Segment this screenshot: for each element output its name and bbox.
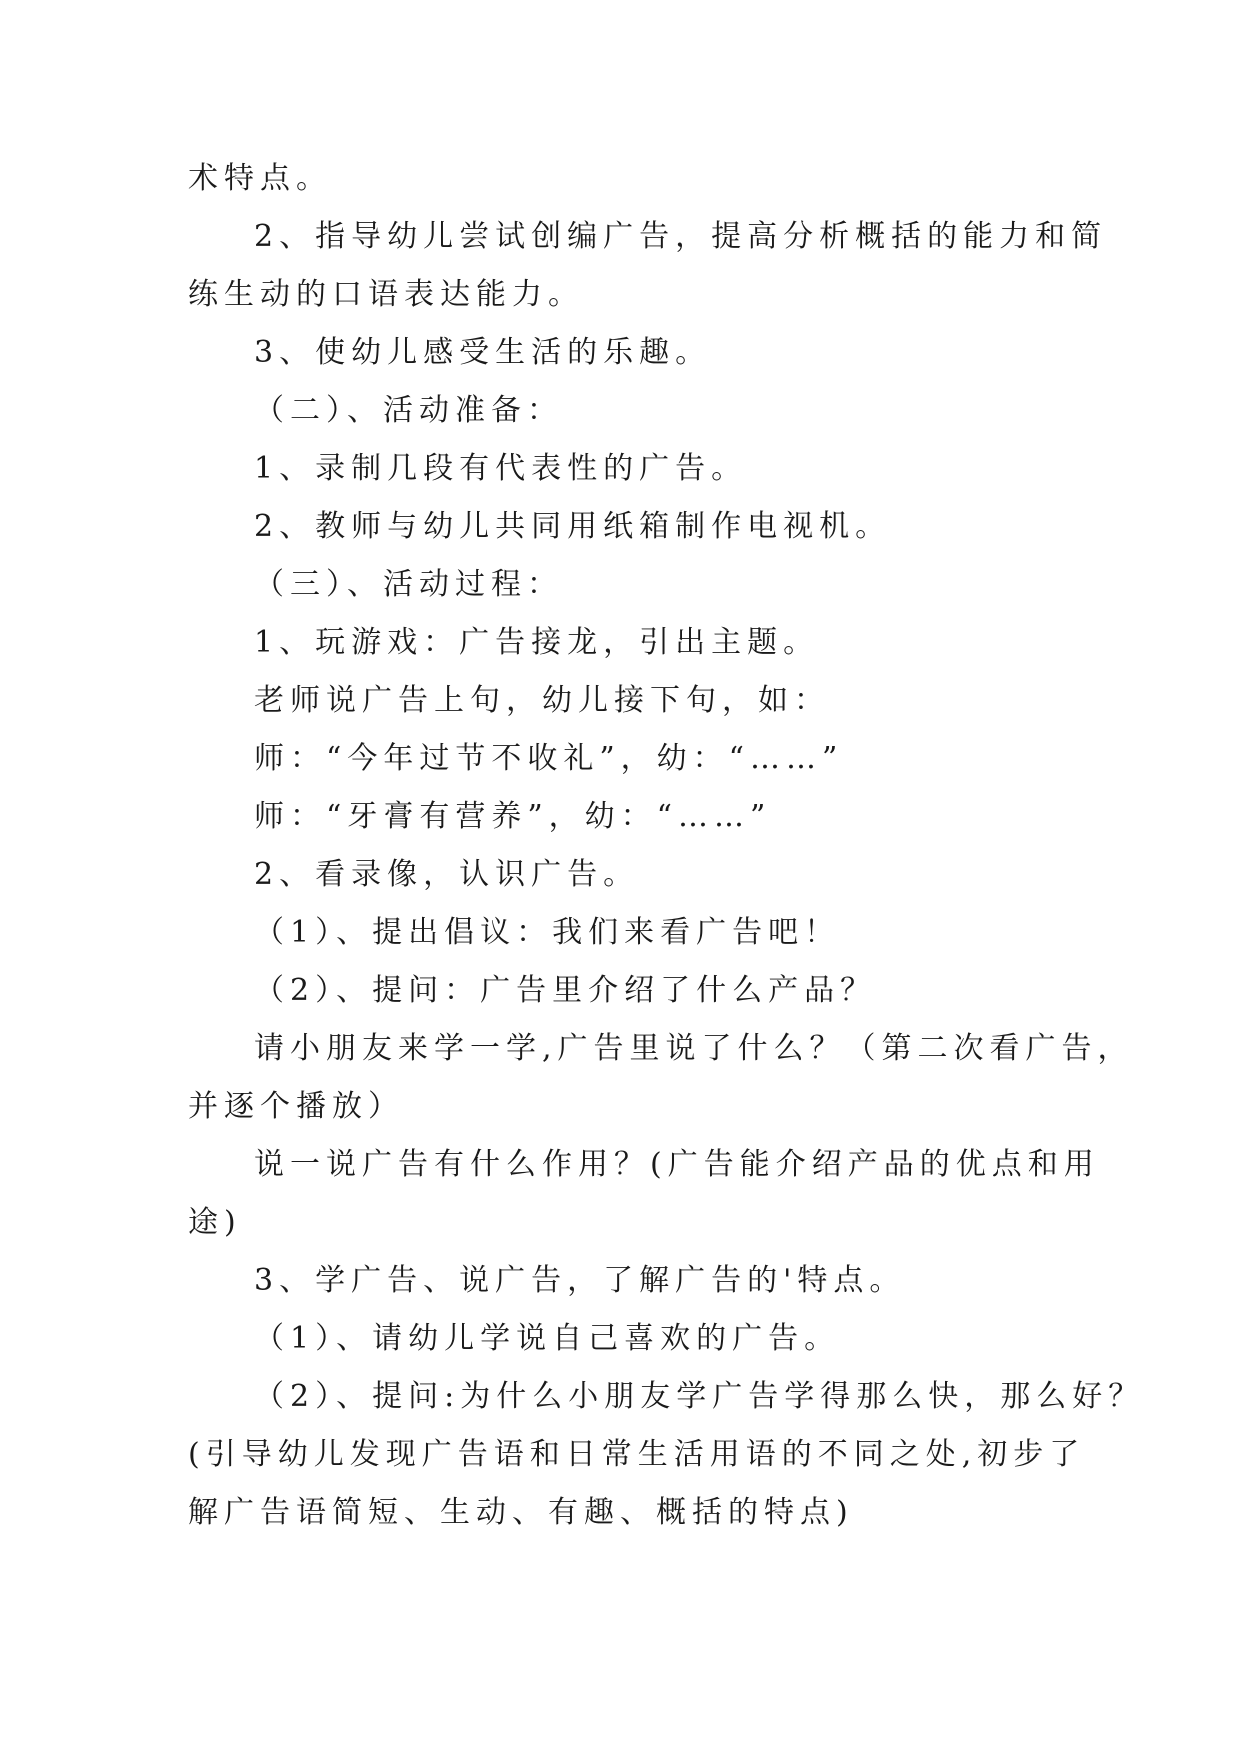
text-line: 1、玩游戏：广告接龙，引出主题。 (254, 625, 820, 660)
text-line: 途) (188, 1205, 242, 1240)
document-body (188, 150, 1145, 1542)
text-line: (引导幼儿发现广告语和日常生活用语的不同之处,初步了 (188, 1437, 1086, 1472)
text-line: 师：“牙膏有营养”，幼：“……” (254, 799, 772, 834)
text-line: 术特点。 (188, 161, 332, 196)
text-line: 解广告语简短、生动、有趣、概括的特点) (188, 1495, 854, 1530)
text-line: 说一说广告有什么作用？(广告能介绍产品的优点和用 (254, 1147, 1100, 1182)
text-line: （1）、请幼儿学说自己喜欢的广告。 (254, 1321, 841, 1356)
text-line: （2）、提问：广告里介绍了什么产品？ (254, 973, 877, 1008)
text-line: 请小朋友来学一学,广告里说了什么？（第二次看广告， (254, 1031, 1134, 1066)
text-line: 2、教师与幼儿共同用纸箱制作电视机。 (254, 509, 892, 544)
text-line: （1）、提出倡议：我们来看广告吧！ (254, 915, 841, 950)
text-line: 老师说广告上句，幼儿接下句，如： (254, 683, 830, 718)
section-heading: （二）、活动准备： (254, 393, 563, 428)
text-line: 2、看录像，认识广告。 (254, 857, 640, 892)
text-line: 2、指导幼儿尝试创编广告，提高分析概括的能力和简 (254, 219, 1108, 254)
text-line: 3、学广告、说广告，了解广告的'特点。 (254, 1263, 906, 1298)
text-line: 并逐个播放） (188, 1089, 404, 1124)
text-line: 师：“今年过节不收礼”，幼：“……” (254, 741, 844, 776)
section-heading: （三）、活动过程： (254, 567, 563, 602)
text-line: 3、使幼儿感受生活的乐趣。 (254, 335, 712, 370)
text-line: 练生动的口语表达能力。 (188, 277, 584, 312)
text-line: 1、录制几段有代表性的广告。 (254, 451, 748, 486)
text-line: （2）、提问:为什么小朋友学广告学得那么快，那么好？ (254, 1379, 1145, 1414)
